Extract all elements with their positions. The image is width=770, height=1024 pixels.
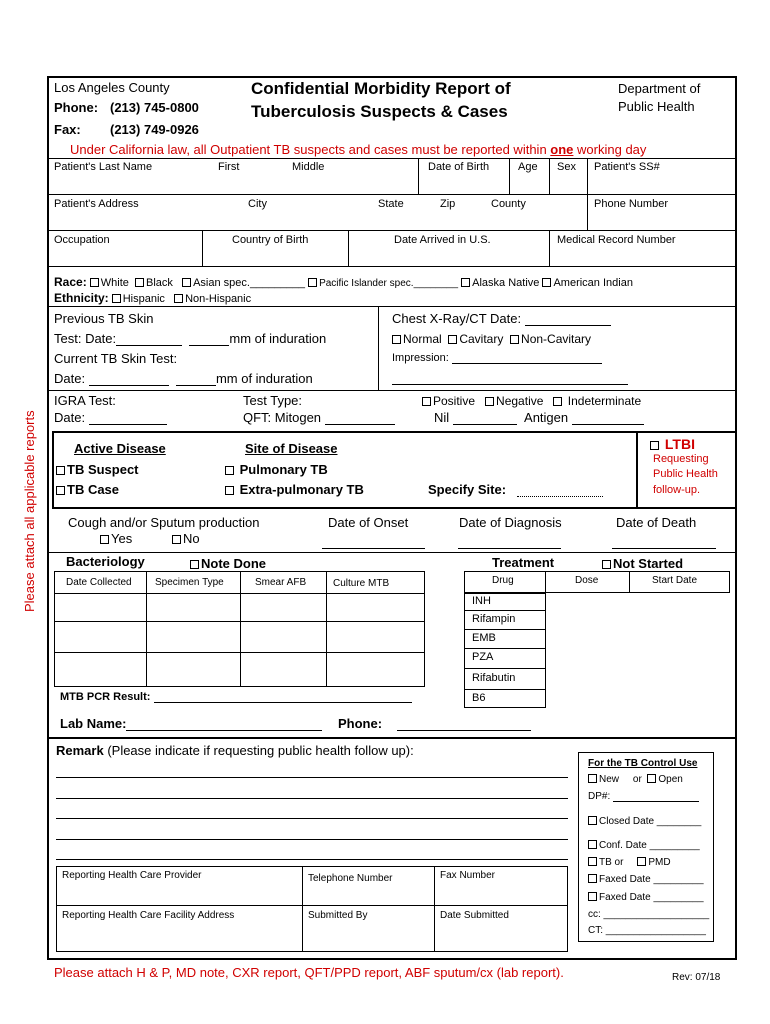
- tb-control-title: For the TB Control Use: [588, 758, 698, 769]
- closed-label: Closed Date ________: [599, 816, 702, 827]
- race-alaska-checkbox[interactable]: [461, 278, 470, 287]
- diagnosis-line: [458, 548, 561, 549]
- tb-pmd: [588, 857, 671, 868]
- cough-yes-checkbox[interactable]: [100, 535, 109, 544]
- divider: [348, 230, 349, 266]
- current-skin-date-label: Date:: [54, 371, 86, 386]
- ltbi-checkbox[interactable]: [650, 441, 659, 450]
- pulmonary-checkbox[interactable]: [225, 466, 234, 475]
- test-type-label: Test Type:: [243, 393, 303, 408]
- not-started-checkbox[interactable]: [602, 560, 611, 569]
- normal-label: Normal: [403, 332, 442, 346]
- lab-phone: [338, 716, 531, 731]
- race-american-indian-checkbox[interactable]: [542, 278, 551, 287]
- nil-label: Nil: [434, 410, 450, 425]
- specify-site-label: Specify Site:: [428, 482, 507, 497]
- not-started-label: Not Started: [613, 556, 684, 571]
- divider: [48, 390, 736, 391]
- dept-line2: Public Health: [618, 99, 695, 114]
- divider: [545, 571, 546, 593]
- fax-label: Fax:: [54, 122, 81, 137]
- pmd-checkbox[interactable]: [637, 857, 646, 866]
- divider: [629, 571, 630, 593]
- control-new-open: [588, 774, 683, 785]
- ssn-label: Patient's SS#: [594, 161, 660, 173]
- dob-label: Date of Birth: [428, 161, 490, 173]
- form-title-line1: Confidential Morbidity Report of: [251, 79, 511, 98]
- ltbi-note-3: follow-up.: [653, 484, 701, 496]
- impression-label: Impression:: [392, 352, 449, 364]
- facility-address-label: Reporting Health Care Facility Address: [62, 910, 235, 921]
- bact-col-specimen: Specimen Type: [155, 577, 224, 588]
- igra-date-label: Date:: [54, 410, 86, 425]
- mm-induration-label-2: mm of induration: [215, 371, 313, 386]
- dept-line1: Department of: [618, 81, 701, 96]
- remark-line-2: [56, 798, 568, 799]
- divider: [48, 158, 736, 159]
- tb-case: [56, 482, 119, 497]
- cavitary-label: Cavitary: [459, 332, 504, 346]
- pmd-label: PMD: [648, 857, 671, 868]
- skin-test-date: [54, 331, 326, 346]
- current-skin-label: Current TB Skin Test:: [54, 351, 178, 366]
- conf-label: Conf. Date _________: [599, 840, 700, 851]
- faxed-2-checkbox[interactable]: [588, 892, 597, 901]
- tb-suspect: [56, 462, 139, 477]
- divider: [48, 230, 736, 231]
- igra-label: IGRA Test:: [54, 393, 116, 408]
- previous-skin-label: Previous TB Skin: [54, 311, 154, 326]
- open-label: Open: [658, 774, 683, 785]
- divider: [464, 648, 546, 649]
- not-started: [602, 556, 683, 571]
- notice-pre: Under California law, all Outpatient TB suspects and cases must be reported within: [70, 142, 551, 157]
- antigen-label: Antigen: [524, 410, 569, 425]
- qft-mitogen-label: QFT: Mitogen: [243, 410, 322, 425]
- hispanic-checkbox[interactable]: [112, 294, 121, 303]
- drug-emb: EMB: [472, 632, 496, 644]
- city-label: City: [248, 198, 267, 210]
- divider: [464, 668, 546, 669]
- open-checkbox[interactable]: [647, 774, 656, 783]
- divider: [240, 571, 241, 687]
- tb-case-checkbox[interactable]: [56, 486, 65, 495]
- ltbi: [650, 436, 695, 452]
- race-option-alaska: Alaska Native: [472, 277, 540, 289]
- positive-checkbox[interactable]: [422, 397, 431, 406]
- first-name-label: First: [218, 161, 240, 173]
- note-done-label: Note Done: [201, 556, 266, 571]
- phone-number-label: Phone Number: [594, 198, 668, 210]
- race-pacific-checkbox[interactable]: [308, 278, 317, 287]
- closed-checkbox[interactable]: [588, 816, 597, 825]
- bacteriology-label: Bacteriology: [66, 554, 145, 569]
- divider: [549, 230, 550, 266]
- race-option-black: Black: [146, 277, 173, 289]
- divider: [549, 158, 550, 194]
- side-note: Please attach all applicable reports: [22, 410, 37, 612]
- extra-pulmonary: [225, 482, 364, 497]
- divider: [48, 306, 736, 307]
- telephone-label: Telephone Number: [308, 873, 393, 884]
- chest-options: [392, 332, 591, 346]
- remark-line-3: [56, 818, 568, 819]
- ltbi-note-1: Requesting: [653, 453, 709, 465]
- fax-value: (213) 749-0926: [110, 122, 199, 137]
- notice-emph: one: [550, 142, 574, 157]
- divider: [54, 621, 425, 622]
- race-option-american-indian: American Indian: [553, 277, 633, 289]
- submitted-by-label: Submitted By: [308, 910, 368, 921]
- remark-line-5: [56, 859, 568, 860]
- remark: [56, 743, 414, 758]
- faxed-2-label: Faxed Date _________: [599, 892, 704, 903]
- extra-pulmonary-label: Extra-pulmonary TB: [239, 482, 364, 497]
- divider: [54, 652, 425, 653]
- lab-phone-label: Phone:: [338, 716, 383, 731]
- race-asian-checkbox[interactable]: [182, 278, 191, 287]
- death-label: Date of Death: [616, 515, 697, 530]
- normal-checkbox[interactable]: [392, 335, 401, 344]
- extra-pulmonary-checkbox[interactable]: [225, 486, 234, 495]
- mtb-pcr-label: MTB PCR Result:: [60, 691, 151, 703]
- tb-checkbox[interactable]: [588, 857, 597, 866]
- diagnosis-label: Date of Diagnosis: [459, 515, 562, 530]
- mtb-pcr: [60, 691, 412, 703]
- ltbi-label: LTBI: [664, 436, 695, 452]
- faxed-1-checkbox[interactable]: [588, 874, 597, 883]
- date-submitted-label: Date Submitted: [440, 910, 509, 921]
- indeterminate-label: Indeterminate: [567, 394, 642, 408]
- footer-attach: Please attach H & P, MD note, CXR report, QFT/PPD report, ABF sputum/cx (lab report).: [54, 965, 564, 980]
- drug-inh: INH: [472, 595, 491, 607]
- divider: [302, 866, 303, 952]
- skin-test-date-label: Test: Date:: [54, 331, 117, 346]
- sex-label: Sex: [557, 161, 576, 173]
- tb-case-label: TB Case: [67, 482, 120, 497]
- faxed-1-label: Faxed Date _________: [599, 874, 704, 885]
- divider: [146, 571, 147, 687]
- divider: [48, 194, 736, 195]
- divider: [48, 266, 736, 267]
- or-label: or: [632, 774, 642, 785]
- ct-label: CT: __________________: [588, 925, 706, 936]
- divider: [378, 306, 379, 390]
- age-label: Age: [518, 161, 538, 173]
- remark-note: (Please indicate if requesting public health follow up):: [103, 743, 414, 758]
- noncavitary-label: Non-Cavitary: [521, 332, 592, 346]
- treat-col-start: Start Date: [652, 575, 698, 586]
- cough-no-checkbox[interactable]: [172, 535, 181, 544]
- pulmonary-label: Pulmonary TB: [239, 462, 328, 477]
- divider: [326, 571, 327, 687]
- ethnicity-option-non-hispanic: Non-Hispanic: [185, 293, 252, 305]
- cough-yes-label: Yes: [111, 531, 133, 546]
- note-done-checkbox[interactable]: [190, 560, 199, 569]
- race-option-asian: Asian spec._________: [193, 277, 306, 289]
- divider: [48, 737, 736, 739]
- igra-date: [54, 410, 167, 425]
- qft-mitogen: [243, 410, 395, 425]
- tb-suspect-checkbox[interactable]: [56, 466, 65, 475]
- address-label: Patient's Address: [54, 198, 139, 210]
- treat-col-dose: Dose: [575, 575, 599, 586]
- treat-col-drug: Drug: [492, 575, 514, 586]
- divider: [464, 629, 546, 630]
- lab-name-label: Lab Name:: [60, 716, 127, 731]
- mrn-label: Medical Record Number: [557, 234, 676, 246]
- last-name-label: Patient's Last Name: [54, 161, 153, 173]
- faxed-date-2: [588, 892, 704, 903]
- cc-label: cc: ___________________: [588, 909, 710, 920]
- indeterminate-checkbox[interactable]: [553, 397, 562, 406]
- cavitary-checkbox[interactable]: [448, 335, 457, 344]
- divider: [636, 431, 638, 509]
- conf-checkbox[interactable]: [588, 840, 597, 849]
- ltbi-note-2: Public Health: [653, 468, 718, 480]
- zip-label: Zip: [440, 198, 456, 210]
- onset-line: [322, 548, 425, 549]
- lab-name: [60, 716, 322, 731]
- drug-rifabutin: Rifabutin: [472, 672, 516, 684]
- fax-number-label: Fax Number: [440, 870, 496, 881]
- chest-xray-label: Chest X-Ray/CT Date:: [392, 311, 522, 326]
- negative-label: Negative: [496, 394, 544, 408]
- tb-suspect-label: TB Suspect: [67, 462, 139, 477]
- revision: Rev: 07/18: [672, 972, 721, 983]
- divider: [418, 158, 419, 194]
- site-disease-label: Site of Disease: [245, 441, 338, 456]
- bact-col-smear: Smear AFB: [255, 577, 307, 588]
- cough-label: Cough and/or Sputum production: [68, 515, 260, 530]
- divider: [464, 610, 546, 611]
- county-label: County: [491, 198, 526, 210]
- divider: [464, 689, 546, 690]
- ethnicity-row: [54, 291, 251, 305]
- divider: [202, 230, 203, 266]
- notice-post: working day: [573, 142, 647, 157]
- form-title-line2: Tuberculosis Suspects & Cases: [251, 102, 508, 121]
- nil-antigen: [434, 410, 644, 425]
- dp-label: DP#:: [588, 791, 611, 802]
- country-birth-label: Country of Birth: [232, 234, 309, 246]
- divider: [48, 552, 736, 553]
- impression-line: [392, 384, 628, 385]
- occupation-label: Occupation: [54, 234, 110, 246]
- onset-label: Date of Onset: [328, 515, 409, 530]
- phone-label: Phone:: [54, 100, 99, 115]
- drug-b6: B6: [472, 692, 486, 704]
- phone-value: (213) 745-0800: [110, 100, 199, 115]
- race-black-checkbox[interactable]: [135, 278, 144, 287]
- remark-label: Remark: [56, 743, 104, 758]
- pulmonary: [225, 462, 328, 477]
- treatment-label: Treatment: [492, 555, 555, 570]
- date-arrived-label: Date Arrived in U.S.: [394, 234, 491, 246]
- negative-checkbox[interactable]: [485, 397, 494, 406]
- tb-or-label: TB or: [599, 857, 624, 868]
- divider: [56, 905, 568, 906]
- race-row: [54, 275, 633, 289]
- igra-results: [422, 394, 641, 408]
- current-skin-date: [54, 371, 313, 386]
- county-name: Los Angeles County: [54, 80, 170, 95]
- noncavitary-checkbox[interactable]: [510, 335, 519, 344]
- faxed-date-1: [588, 874, 704, 885]
- race-white-checkbox[interactable]: [90, 278, 99, 287]
- bact-col-date: Date Collected: [66, 577, 132, 588]
- conf-date: [588, 840, 700, 851]
- divider: [54, 593, 425, 594]
- drug-pza: PZA: [472, 651, 494, 663]
- impression: [392, 352, 602, 364]
- new-checkbox[interactable]: [588, 774, 597, 783]
- cough-options: [100, 531, 200, 546]
- remark-line-4: [56, 839, 568, 840]
- mm-induration-label-1: mm of induration: [229, 331, 327, 346]
- remark-line-1: [56, 777, 568, 778]
- dp-number: [588, 791, 699, 802]
- ethnicity-option-hispanic: Hispanic: [122, 293, 165, 305]
- death-line: [612, 548, 716, 549]
- non-hispanic-checkbox[interactable]: [174, 294, 183, 303]
- bact-col-culture: Culture MTB: [333, 578, 390, 589]
- chest-xray: [392, 311, 611, 326]
- cough-no-label: No: [182, 531, 200, 546]
- middle-name-label: Middle: [292, 161, 325, 173]
- divider: [434, 866, 435, 952]
- divider: [509, 158, 510, 194]
- race-option-white: White: [100, 277, 129, 289]
- note-done: [190, 556, 266, 571]
- drug-rifampin: Rifampin: [472, 613, 516, 625]
- provider-label: Reporting Health Care Provider: [62, 870, 202, 881]
- new-label: New: [599, 774, 620, 785]
- race-option-pacific: Pacific Islander spec.________: [319, 278, 459, 289]
- race-label: Race:: [54, 275, 87, 289]
- state-label: State: [378, 198, 404, 210]
- notice: [70, 142, 646, 157]
- positive-label: Positive: [433, 394, 476, 408]
- specify-site: [428, 482, 603, 497]
- ethnicity-label: Ethnicity:: [54, 291, 109, 305]
- active-disease-label: Active Disease: [74, 441, 166, 456]
- closed-date: [588, 816, 701, 827]
